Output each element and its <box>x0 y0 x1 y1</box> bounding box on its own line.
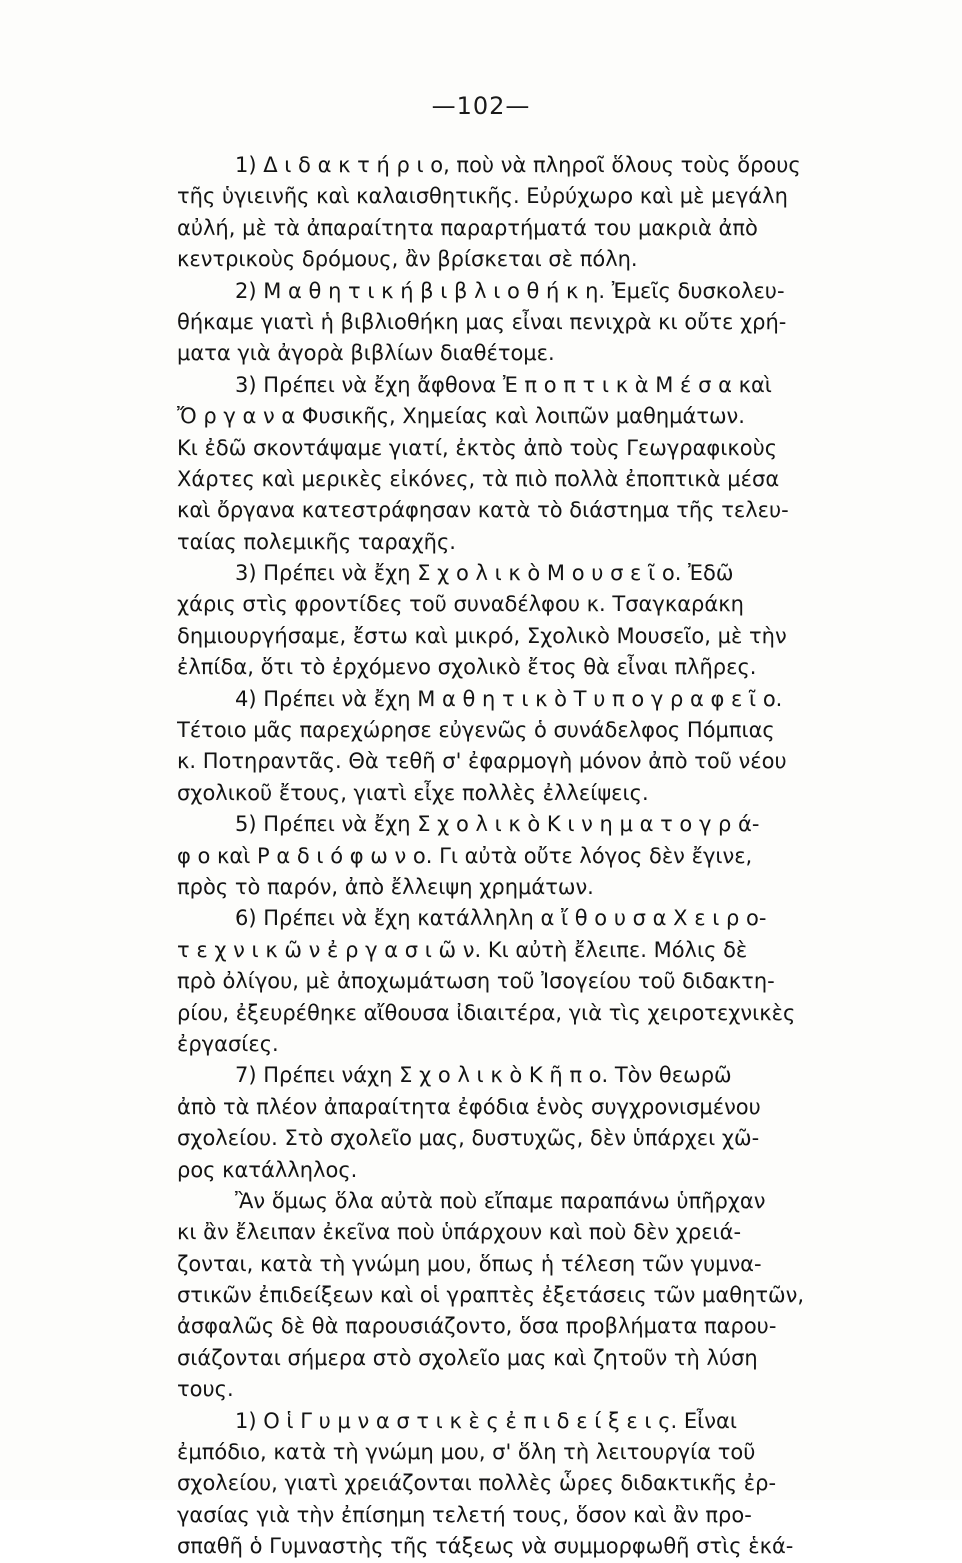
text-line: ρίου, ἐξευρέθηκε αἴθουσα ἰδιαιτέρα, γιὰ τὶς χειροτεχνικὲς <box>177 1000 796 1025</box>
page-number: —102— <box>431 92 531 120</box>
text-line: 5) Πρέπει νὰ ἔχη Σ χ ο λ ι κ ὸ Κ ι ν η μ α τ ο γ ρ ά- <box>235 812 760 837</box>
text-line: 7) Πρέπει νάχη Σ χ ο λ ι κ ὸ Κ ῆ π ο. Τὸν θεωρῶ <box>235 1063 732 1088</box>
text-line: ἀσφαλῶς δὲ θὰ παρουσιάζοντο, ὅσα προβλήματα παρου- <box>177 1314 777 1339</box>
text-line: 1) Ο ἱ Γ υ μ ν α σ τ ι κ ὲ ς ἐ π ι δ ε ί ξ ε ι ς. Εἶναι <box>235 1408 737 1433</box>
text-line: Χάρτες καὶ μερικὲς εἰκόνες, τὰ πιὸ πολλὰ ἐποπτικὰ μέσα <box>177 466 780 491</box>
text-line: ταίας πολεμικῆς ταραχῆς. <box>177 529 456 554</box>
text-line: τῆς ὑγιεινῆς καὶ καλαισθητικῆς. Εὐρύχωρο καὶ μὲ μεγάλη <box>177 184 788 209</box>
text-line: 1) Δ ι δ α κ τ ή ρ ι ο, ποὺ νὰ πληροῖ ὅλους τοὺς ὅρους <box>235 153 801 177</box>
text-line: 6) Πρέπει νὰ ἔχη κατάλληλη α ἴ θ ο υ σ α Χ ε ι ρ ο- <box>235 906 767 931</box>
text-line: σχολείου, γιατὶ χρειάζονται πολλὲς ὧρες διδακτικῆς ἐρ- <box>177 1471 777 1496</box>
text-line: σχολικοῦ ἔτους, γιατὶ εἶχε πολλὲς ἐλλείψεις. <box>177 780 649 805</box>
text-line: σχολείου. Στὸ σχολεῖο μας, δυστυχῶς, δὲν ὑπάρχει χῶ- <box>177 1126 760 1151</box>
body-text <box>177 150 897 1563</box>
text-line: Κι ἐδῶ σκοντάψαμε γιατί, ἐκτὸς ἀπὸ τοὺς Γεωγραφικοὺς <box>177 435 778 460</box>
text-line: σπαθῆ ὁ Γυμναστὴς τῆς τάξεως νὰ συμμορφωθῆ στὶς ἑκά- <box>177 1534 794 1559</box>
text-line: κι ἂν ἔλειπαν ἐκεῖνα ποὺ ὑπάρχουν καὶ ποὺ δὲν χρειά- <box>177 1220 742 1245</box>
text-line: δημιουργήσαμε, ἔστω καὶ μικρό, Σχολικὸ Μουσεῖο, μὲ τὴν <box>177 623 787 648</box>
text-line: σιάζονται σήμερα στὸ σχολεῖο μας καὶ ζητοῦν τὴ λύση <box>177 1345 758 1370</box>
text-line: Ἂν ὅμως ὅλα αὐτὰ ποὺ εἴπαμε παραπάνω ὑπῆρχαν <box>235 1188 766 1213</box>
text-line: τ ε χ ν ι κ ῶ ν ἐ ρ γ α σ ι ῶ ν. Κι αὐτὴ ἔλειπε. Μόλις δὲ <box>177 937 748 962</box>
text-line: ρος κατάλληλος. <box>177 1157 358 1182</box>
text-line: κεντρικοὺς δρόμους, ἂν βρίσκεται σὲ πόλη. <box>177 247 638 272</box>
text-line: ἐμπόδιο, κατὰ τὴ γνώμη μου, σ' ὅλη τὴ λειτουργία τοῦ <box>177 1440 756 1465</box>
text-line: Ὄ ρ γ α ν α Φυσικῆς, Χημείας καὶ λοιπῶν μαθημάτων. <box>177 404 745 429</box>
text-line: 3) Πρέπει νὰ ἔχη Σ χ ο λ ι κ ὸ Μ ο υ σ ε ῖ ο. Ἐδῶ <box>235 561 734 586</box>
text-line: ζονται, κατὰ τὴ γνώμη μου, ὅπως ἡ τέλεση τῶν γυμνα- <box>177 1251 762 1276</box>
text-line: κ. Ποτηραντᾶς. Θὰ τεθῆ σ' ἐφαρμογὴ μόνον ἀπὸ τοῦ νέου <box>177 749 787 774</box>
text-line: 2) Μ α θ η τ ι κ ή β ι β λ ι ο θ ή κ η. Ἐμεῖς δυσκολευ- <box>235 278 785 303</box>
text-line: 3) Πρέπει νὰ ἔχη ἄφθονα Ἐ π ο π τ ι κ ὰ Μ έ σ α καὶ <box>235 372 772 397</box>
text-line: ἀπὸ τὰ πλέον ἀπαραίτητα ἐφόδια ἑνὸς συγχρονισμένου <box>177 1094 761 1119</box>
text-line: στικῶν ἐπιδείξεων καὶ οἱ γραπτὲς ἐξετάσεις τῶν μαθητῶν, <box>177 1283 805 1308</box>
text-line: θήκαμε γιατὶ ἡ βιβλιοθήκη μας εἶναι πενιχρὰ κι οὔτε χρή- <box>177 309 787 334</box>
text-line: ἐργασίες. <box>177 1031 279 1056</box>
text-line: πρὸ ὀλίγου, μὲ ἀποχωμάτωση τοῦ Ἰσογείου τοῦ διδακτη- <box>177 969 775 994</box>
text-line: καὶ ὄργανα κατεστράφησαν κατὰ τὸ διάστημα τῆς τελευ- <box>177 498 789 523</box>
text-line: 4) Πρέπει νὰ ἔχη Μ α θ η τ ι κ ὸ Τ υ π ο γ ρ α φ ε ῖ ο. <box>235 686 783 711</box>
text-line: ἐλπίδα, ὅτι τὸ ἐρχόμενο σχολικὸ ἔτος θὰ εἶναι πλῆρες. <box>177 655 757 680</box>
text-line: αὐλή, μὲ τὰ ἀπαραίτητα παραρτήματά του μακριὰ ἀπὸ <box>177 215 758 240</box>
text-line: πρὸς τὸ παρόν, ἀπὸ ἔλλειψη χρημάτων. <box>177 874 594 899</box>
text-line: γασίας γιὰ τὴν ἐπίσημη τελετή τους, ὅσον καὶ ἂν προ- <box>177 1502 752 1527</box>
text-line: ματα γιὰ ἀγορὰ βιβλίων διαθέτομε. <box>177 341 555 366</box>
text-line: τους. <box>177 1377 234 1402</box>
text-line: Τέτοιο μᾶς παρεχώρησε εὐγενῶς ὁ συνάδελφος Πόμπιας <box>177 718 775 743</box>
text-line: φ ο καὶ Ρ α δ ι ό φ ω ν ο. Γι αὐτὰ οὔτε λόγος δὲν ἔγινε, <box>177 843 753 868</box>
text-line: χάρις στὶς φροντίδες τοῦ συναδέλφου κ. Τσαγκαράκη <box>177 592 744 617</box>
